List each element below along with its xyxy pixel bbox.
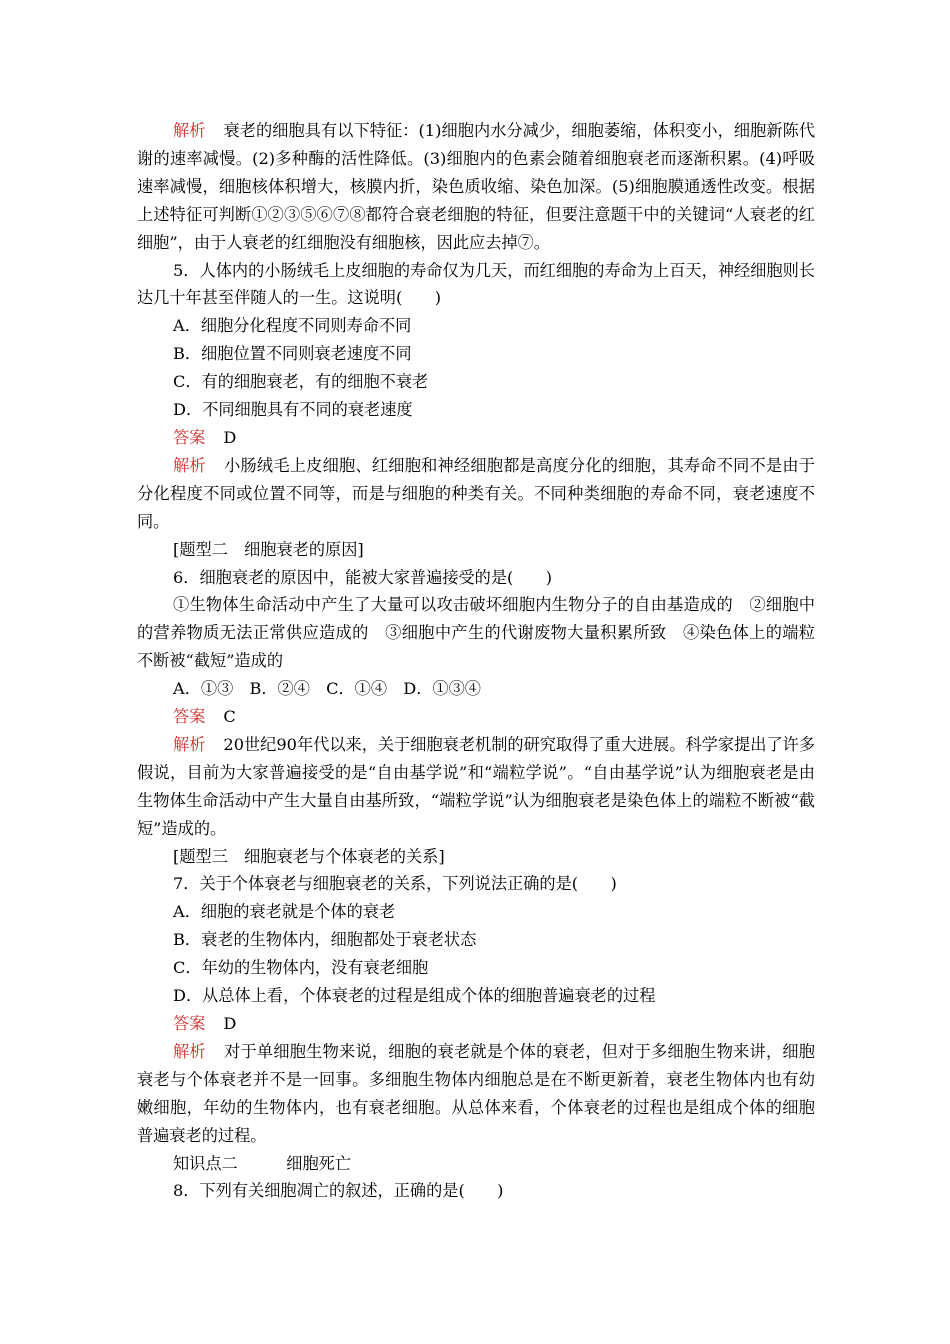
analysis-label: 解析 [173, 455, 206, 475]
answer-label: 答案 [173, 707, 206, 727]
analysis-paragraph [137, 1038, 815, 1150]
question-5-stem: 5．人体内的小肠绒毛上皮细胞的寿命仅为几天，而红细胞的寿命为上百天，神经细胞则长达几十年甚至伴随人的一生。这说明( ) [137, 260, 815, 308]
question-6-stem: 6．细胞衰老的原因中，能被大家普遍接受的是( ) [173, 567, 553, 587]
question-7-stem: 7．关于个体衰老与细胞衰老的关系，下列说法正确的是( ) [173, 874, 617, 894]
analysis-text: 对于单细胞生物来说，细胞的衰老就是个体的衰老，但对于多细胞生物来讲，细胞衰老与个体衰老并不是一回事。多细胞生物体内细胞总是在不断更新着，衰老生物体内也有幼嫩细胞，年幼的生物体内，也有衰老细胞。从总体来看，个体衰老的过程也是组成个体的细胞普遍衰老的过程。 [137, 1041, 815, 1145]
question-5-option-c: C．有的细胞衰老，有的细胞不衰老 [173, 372, 429, 392]
analysis-text: 20世纪90年代以来，关于细胞衰老机制的研究取得了重大进展。科学家提出了许多假说，目前为大家普遍接受的是“自由基学说”和“端粒学说”。“自由基学说”认为细胞衰老是由生物体生命活动中产生大量自由基所致，“端粒学说”认为细胞衰老是染色体上的端粒不断被“截短”造成的。 [137, 734, 816, 838]
question-7-option-d: D．从总体上看，个体衰老的过程是组成个体的细胞普遍衰老的过程 [173, 986, 656, 1006]
analysis-label: 解析 [173, 734, 206, 754]
question-5-option-a: A．细胞分化程度不同则寿命不同 [173, 316, 412, 336]
question-7-option-b: B．衰老的生物体内，细胞都处于衰老状态 [173, 930, 477, 950]
answer-line [137, 424, 815, 452]
knowledge-point-heading: 知识点二 细胞死亡 [173, 1153, 352, 1173]
answer-value: D [223, 1014, 237, 1033]
question-8-stem: 8．下列有关细胞凋亡的叙述，正确的是( ) [173, 1181, 504, 1201]
analysis-label: 解析 [173, 1041, 206, 1061]
section-heading: [题型二 细胞衰老的原因] [173, 539, 364, 559]
analysis-label: 解析 [173, 121, 206, 140]
question-6-options: A．①③ B．②④ C．①④ D．①③④ [173, 679, 481, 699]
section-heading: [题型三 细胞衰老与个体衰老的关系] [173, 846, 445, 866]
answer-line [137, 703, 815, 731]
question-7-option-c: C．年幼的生物体内，没有衰老细胞 [173, 958, 429, 978]
question-6-statements: ①生物体生命活动中产生了大量可以攻击破坏细胞内生物分子的自由基造成的 ②细胞中的营养物质无法正常供应造成的 ③细胞中产生的代谢废物大量积累所致 ④染色体上的端粒不断被“截短”造成的 [137, 595, 815, 671]
analysis-paragraph [137, 117, 815, 257]
answer-label: 答案 [173, 1014, 206, 1033]
question-5-option-b: B．细胞位置不同则衰老速度不同 [173, 344, 412, 364]
analysis-paragraph [137, 452, 815, 536]
answer-label: 答案 [173, 427, 206, 447]
question-5-option-d: D．不同细胞具有不同的衰老速度 [173, 400, 413, 420]
analysis-text: 小肠绒毛上皮细胞、红细胞和神经细胞都是高度分化的细胞，其寿命不同不是由于分化程度不同或位置不同等，而是与细胞的种类有关。不同种类细胞的寿命不同，衰老速度不同。 [137, 455, 815, 531]
question-7-option-a: A．细胞的衰老就是个体的衰老 [173, 902, 396, 922]
document-content [137, 117, 815, 1205]
answer-line [137, 1010, 815, 1038]
answer-value: D [223, 427, 237, 447]
analysis-text: 衰老的细胞具有以下特征：(1)细胞内水分减少，细胞萎缩，体积变小，细胞新陈代谢的速率减慢。(2)多种酶的活性降低。(3)细胞内的色素会随着细胞衰老而逐渐积累。(4)呼吸速率减慢，细胞核体积增大，核膜内折，染色质收缩、染色加深。(5)细胞膜通透性改变。根据上述特征可判断①②③⑤⑥⑦⑧都符合衰老细胞的特征，但要注意题干中的关键词“人衰老的红细胞”，由于人衰老的红细胞没有细胞核，因此应去掉⑦。 [137, 121, 816, 252]
answer-value: C [223, 707, 236, 727]
analysis-paragraph [137, 731, 815, 843]
